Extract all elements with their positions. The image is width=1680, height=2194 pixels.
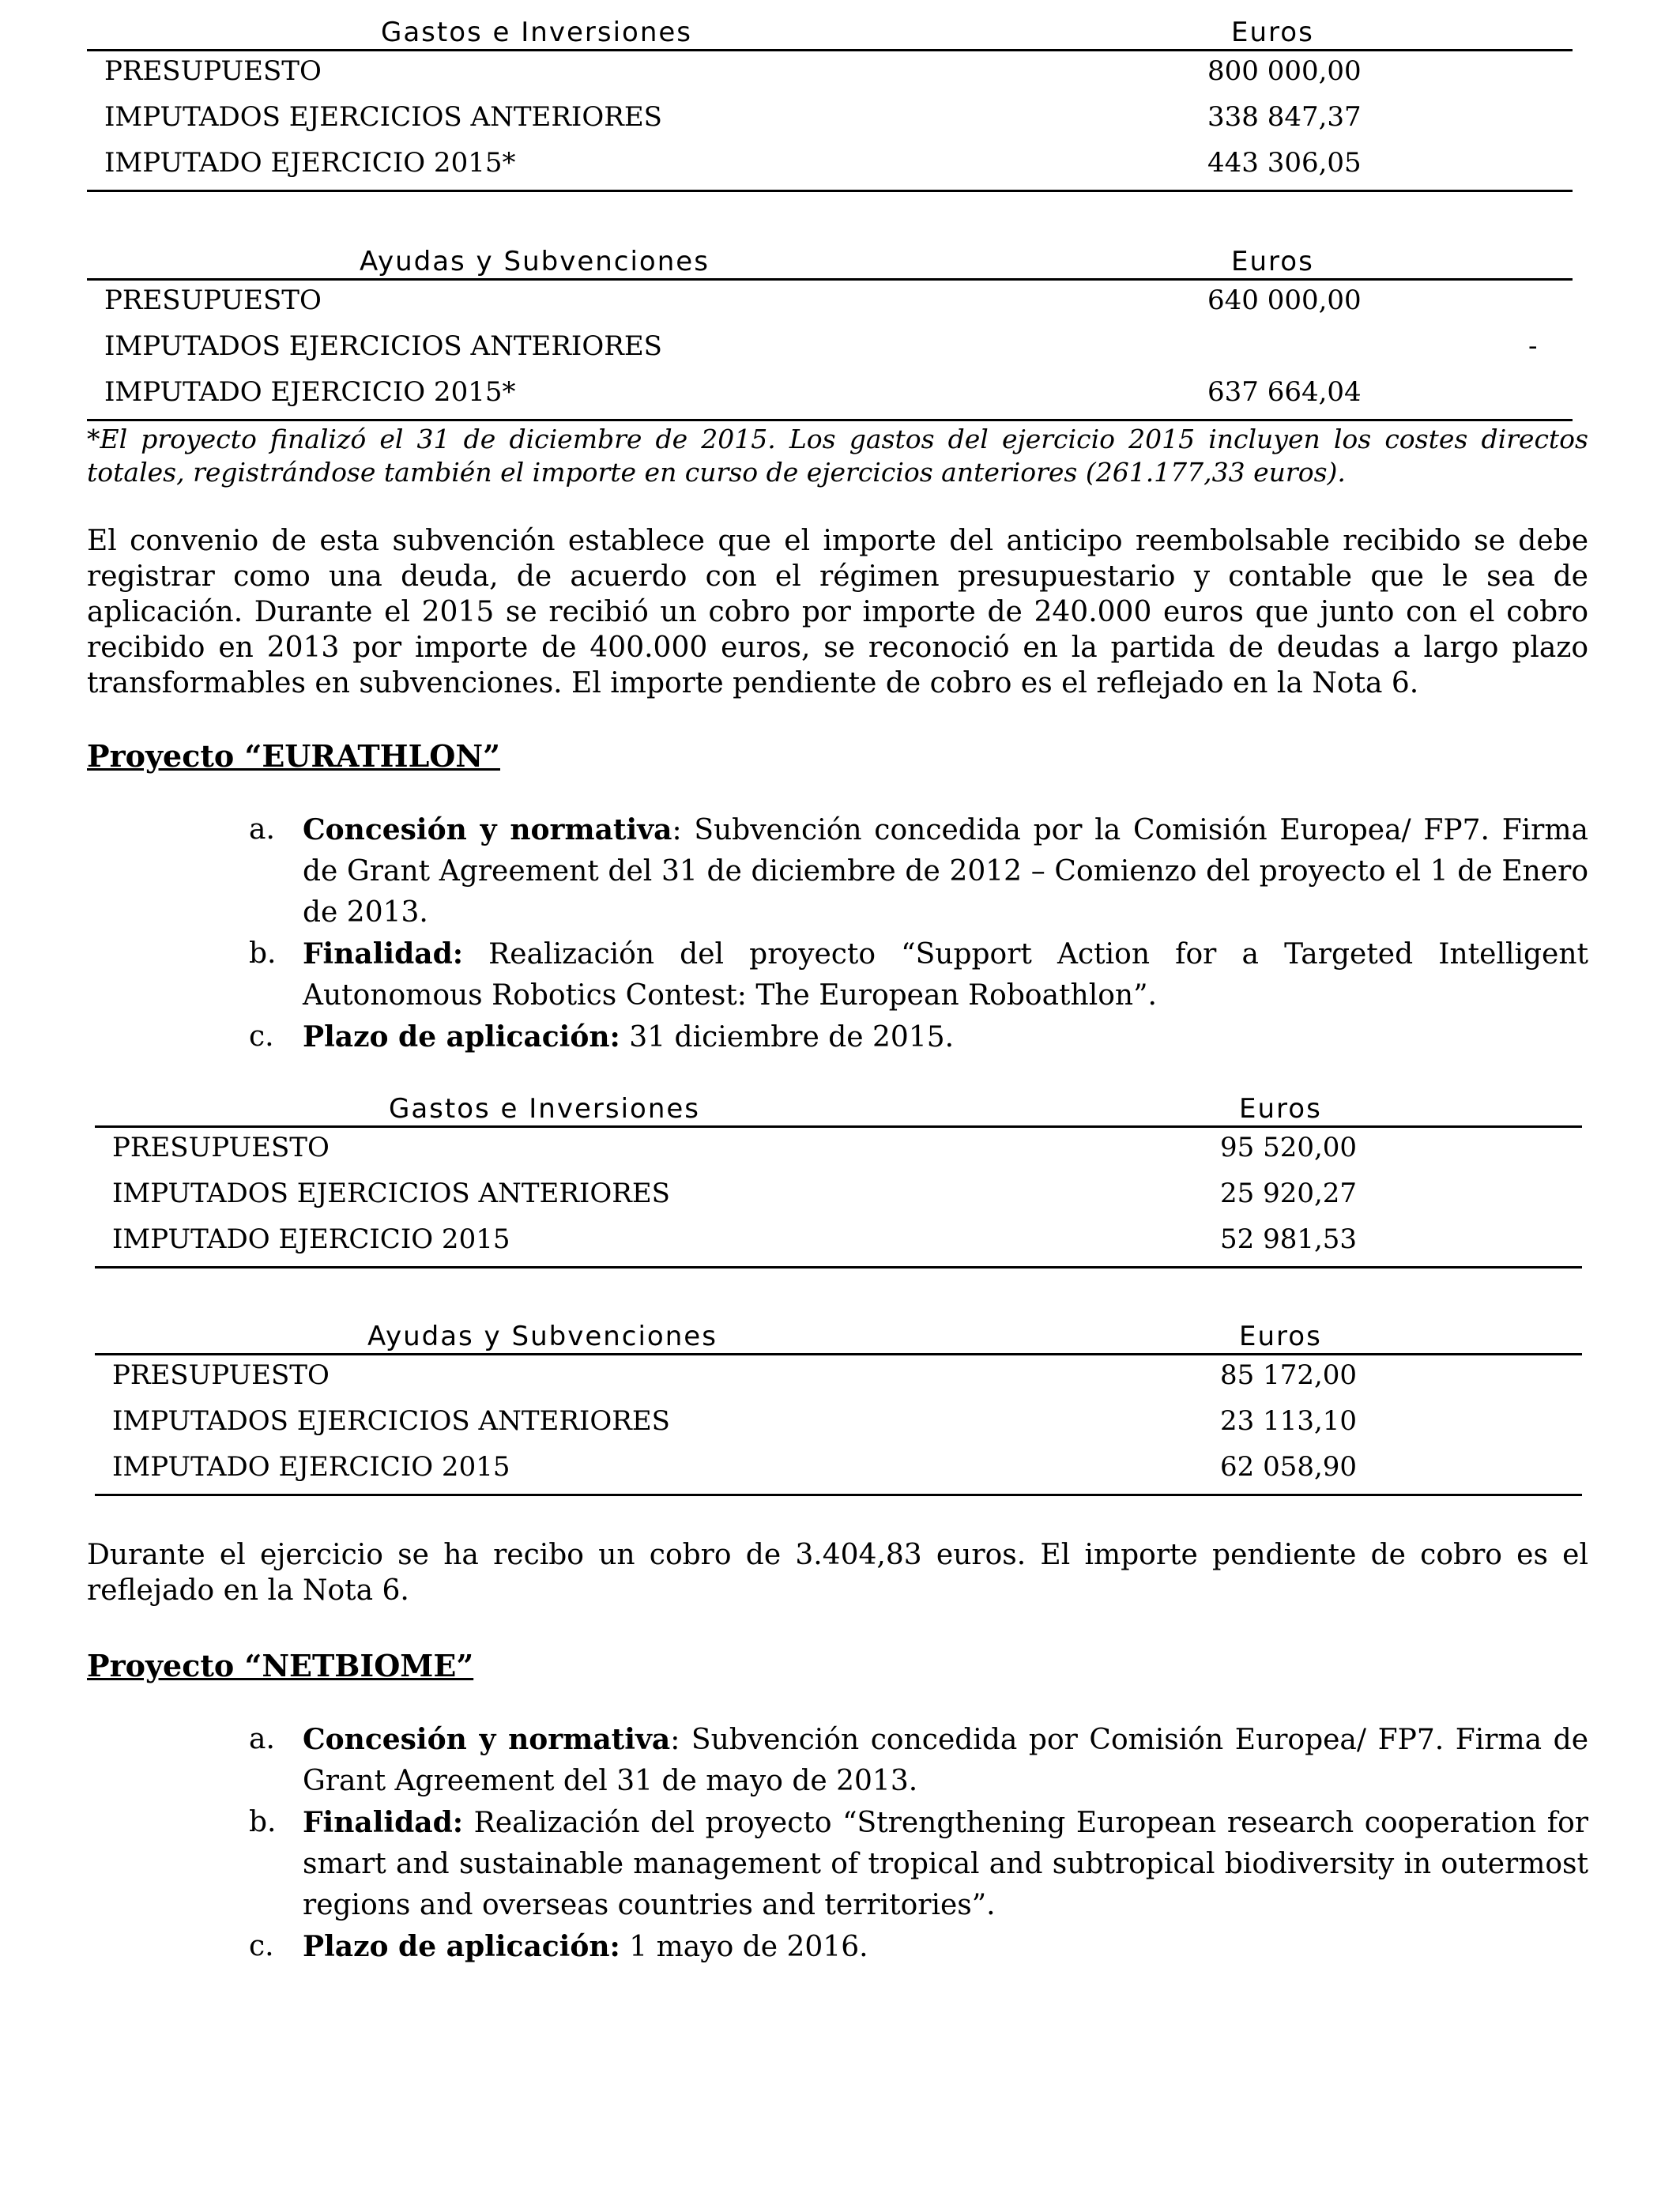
- list-marker: c.: [249, 1930, 274, 1962]
- table-row: [87, 143, 1573, 189]
- table-header: [95, 1092, 1582, 1128]
- row-value: 62 058,90: [1220, 1451, 1358, 1483]
- table-row: [87, 372, 1573, 418]
- list-netbiome: [249, 1719, 1588, 1968]
- item-label: Plazo de aplicación:: [303, 1020, 620, 1054]
- header-label: Ayudas y Subvenciones: [360, 246, 710, 277]
- row-label: IMPUTADOS EJERCICIOS ANTERIORES: [104, 101, 662, 133]
- list-item: [249, 1802, 1588, 1926]
- list-marker: a.: [249, 1723, 275, 1755]
- table-row: [95, 1174, 1582, 1220]
- table-gastos-inversiones-1: [87, 16, 1573, 192]
- footnote: *El proyecto finalizó el 31 de diciembre de 2015. Los gastos del ejercicio 2015 incluyen los costes directos totales, registrándose también el importe en curso de ejercicios anteriores (261.177,33 euros).: [87, 424, 1588, 488]
- list-marker: a.: [249, 813, 275, 846]
- table-row: [87, 326, 1573, 372]
- table-row: [95, 1220, 1582, 1265]
- item-text: Realización del proyecto “Support Action for a Targeted Intelligent Autonomous Robotics Contest: The European Roboathlon”.: [303, 938, 1588, 1012]
- header-label: Ayudas y Subvenciones: [367, 1321, 718, 1352]
- heading-netbiome: Proyecto “NETBIOME”: [87, 1648, 474, 1683]
- table-ayudas-subvenciones-1: [87, 245, 1573, 421]
- header-value: Euros: [1231, 17, 1314, 48]
- row-label: PRESUPUESTO: [112, 1132, 330, 1163]
- list-item: [249, 809, 1588, 933]
- row-value: 23 113,10: [1220, 1405, 1358, 1437]
- row-label: IMPUTADO EJERCICIO 2015*: [104, 147, 516, 179]
- row-value: 800 000,00: [1207, 55, 1362, 87]
- row-label: IMPUTADOS EJERCICIOS ANTERIORES: [112, 1178, 670, 1209]
- item-text: Realización del proyecto “Strengthening European research cooperation for smart and sustainable management of tropical and subtropical biodiversity in outermost regions and overseas countries and territories”.: [303, 1807, 1588, 1921]
- row-dash: -: [1528, 330, 1538, 362]
- row-value: 443 306,05: [1207, 147, 1362, 179]
- row-label: IMPUTADO EJERCICIO 2015*: [104, 376, 516, 408]
- list-item: [249, 933, 1588, 1016]
- header-label: Gastos e Inversiones: [381, 17, 693, 48]
- list-marker: c.: [249, 1020, 274, 1053]
- row-value: 637 664,04: [1207, 376, 1362, 408]
- row-label: IMPUTADO EJERCICIO 2015: [112, 1451, 510, 1483]
- row-value: 25 920,27: [1220, 1178, 1358, 1209]
- table-row: [95, 1401, 1582, 1447]
- item-label: Finalidad:: [303, 937, 464, 971]
- item-text: 1 mayo de 2016.: [620, 1931, 868, 1963]
- header-value: Euros: [1239, 1093, 1322, 1125]
- list-item: [249, 1926, 1588, 1968]
- header-value: Euros: [1239, 1321, 1322, 1352]
- paragraph-convenio: El convenio de esta subvención establece que el importe del anticipo reembolsable recibido se debe registrar como una deuda, de acuerdo con el régimen presupuestario y contable que le sea de aplicación. Durante el 2015 se recibió un cobro por importe de 240.000 euros que junto con el cobro recibido en 2013 por importe de 400.000 euros, se reconoció en la partida de deudas a largo plazo transformables en subvenciones. El importe pendiente de cobro es el reflejado en la Nota 6.: [87, 525, 1588, 699]
- table-row: [95, 1128, 1582, 1174]
- list-item: [249, 1016, 1588, 1058]
- item-text: 31 diciembre de 2015.: [620, 1021, 955, 1054]
- row-value: 338 847,37: [1207, 101, 1362, 133]
- table-row: [87, 51, 1573, 97]
- row-value: 85 172,00: [1220, 1359, 1358, 1391]
- list-eurathlon: [249, 809, 1588, 1058]
- item-label: Concesión y normativa: [303, 1723, 671, 1756]
- item-label: Concesión y normativa: [303, 813, 672, 846]
- row-label: PRESUPUESTO: [112, 1359, 330, 1391]
- paragraph-eurathlon-cobro: Durante el ejercicio se ha recibo un cobro de 3.404,83 euros. El importe pendiente de cobro es el reflejado en la Nota 6.: [87, 1539, 1588, 1607]
- table-ayudas-subvenciones-2: [95, 1320, 1582, 1496]
- header-label: Gastos e Inversiones: [389, 1093, 701, 1125]
- table-row: [95, 1355, 1582, 1401]
- list-item: [249, 1719, 1588, 1802]
- table-gastos-inversiones-2: [95, 1092, 1582, 1269]
- table-header: [87, 245, 1573, 281]
- table-row: [87, 97, 1573, 143]
- item-label: Plazo de aplicación:: [303, 1930, 620, 1963]
- table-header: [87, 16, 1573, 51]
- header-value: Euros: [1231, 246, 1314, 277]
- table-row: [87, 281, 1573, 326]
- row-value: 95 520,00: [1220, 1132, 1358, 1163]
- row-value: 52 981,53: [1220, 1223, 1358, 1255]
- item-label: Finalidad:: [303, 1806, 464, 1839]
- row-value: 640 000,00: [1207, 285, 1362, 316]
- row-label: IMPUTADOS EJERCICIOS ANTERIORES: [112, 1405, 670, 1437]
- item-text: : Subvención concedida por Comisión Europea/ FP7. Firma de Grant Agreement del 31 de mayo de 2013.: [303, 1724, 1588, 1797]
- row-label: IMPUTADOS EJERCICIOS ANTERIORES: [104, 330, 662, 362]
- list-marker: b.: [249, 1806, 277, 1838]
- table-row: [95, 1447, 1582, 1493]
- item-text: : Subvención concedida por la Comisión Europea/ FP7. Firma de Grant Agreement del 31 de diciembre de 2012 – Comienzo del proyecto el 1 de Enero de 2013.: [303, 814, 1588, 929]
- row-label: PRESUPUESTO: [104, 285, 322, 316]
- row-label: IMPUTADO EJERCICIO 2015: [112, 1223, 510, 1255]
- heading-eurathlon: Proyecto “EURATHLON”: [87, 738, 501, 774]
- table-header: [95, 1320, 1582, 1355]
- list-marker: b.: [249, 937, 277, 970]
- row-label: PRESUPUESTO: [104, 55, 322, 87]
